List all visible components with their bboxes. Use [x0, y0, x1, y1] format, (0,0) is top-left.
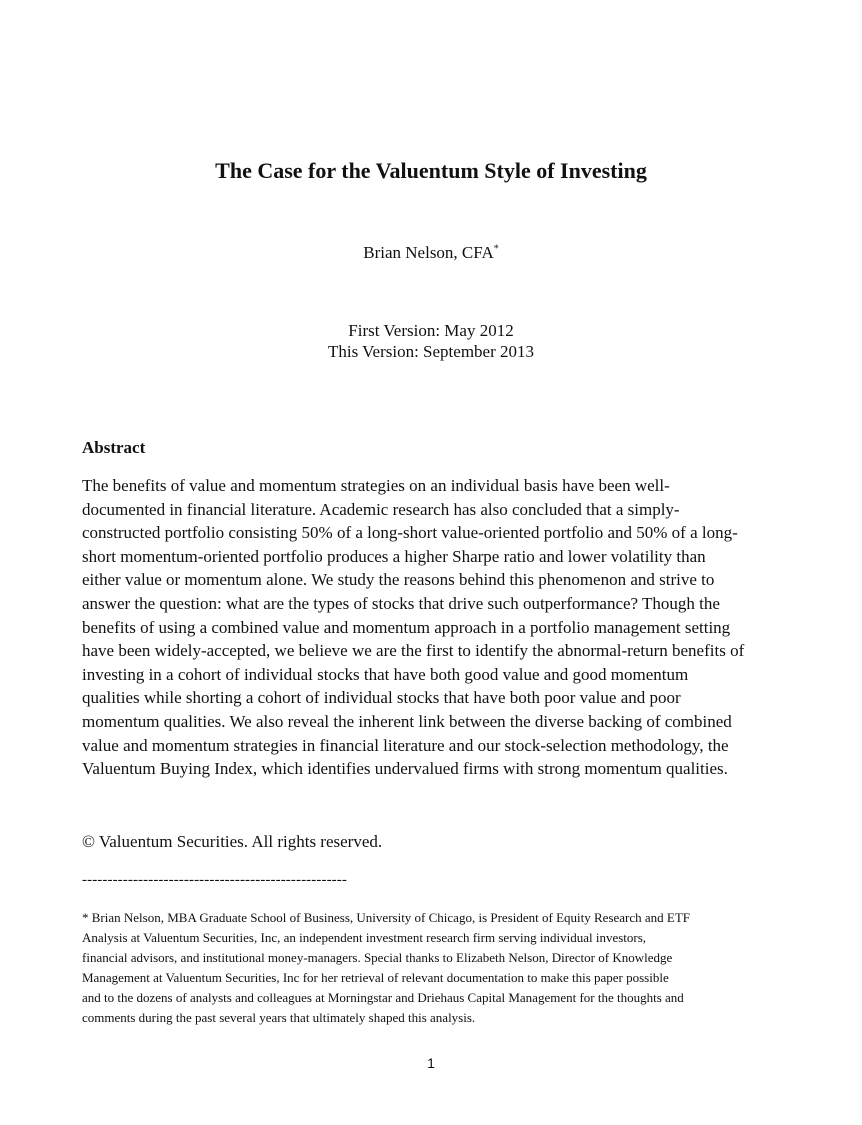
author-line: [0, 243, 862, 263]
abstract-line: investing in a cohort of individual stocks that have both good value and good momentum: [82, 664, 689, 684]
abstract-line: short momentum-oriented portfolio produces a higher Sharpe ratio and lower volatility than: [82, 546, 706, 566]
footnote-line: Analysis at Valuentum Securities, Inc, an independent investment research firm serving individual investors,: [82, 930, 647, 945]
footnote-line: * Brian Nelson, MBA Graduate School of Business, University of Chicago, is President of Equity Research and ETF: [82, 910, 691, 925]
footnote-line: Management at Valuentum Securities, Inc for her retrieval of relevant documentation to make this paper possible: [82, 970, 669, 985]
page-number: 1: [427, 1055, 435, 1071]
abstract-line: answer the question: what are the types of stocks that drive such outperformance? Though the: [82, 593, 720, 613]
author-name: Brian Nelson, CFA: [363, 243, 494, 262]
paper-title: The Case for the Valuentum Style of Investing: [215, 158, 647, 183]
abstract-line: momentum qualities. We also reveal the inherent link between the diverse backing of combined: [82, 711, 732, 731]
abstract-body: [82, 474, 802, 781]
author-footnote: [82, 908, 802, 1028]
current-version: This Version: September 2013: [327, 342, 535, 361]
abstract-line: documented in financial literature. Academic research has also concluded that a simply-: [82, 499, 680, 519]
first-version: First Version: May 2012: [348, 321, 514, 340]
abstract-line: benefits of using a combined value and momentum approach in a portfolio management setting: [82, 617, 731, 637]
abstract-line: have been widely-accepted, we believe we are the first to identify the abnormal-return benefits of: [82, 641, 745, 661]
footnote-line: financial advisors, and institutional money-managers. Special thanks to Elizabeth Nelson, Director of Knowledge: [82, 950, 673, 965]
footnote-line: comments during the past several years that ultimately shaped this analysis.: [82, 1010, 476, 1025]
abstract-line: Valuentum Buying Index, which identifies undervalued firms with strong momentum qualities.: [82, 759, 728, 779]
abstract-line: value and momentum strategies in financial literature and our stock-selection methodology, the: [82, 735, 729, 755]
copyright-notice: © Valuentum Securities. All rights reserved.: [82, 832, 383, 851]
author-footnote-marker: *: [493, 243, 499, 255]
abstract-line: qualities while shorting a cohort of individual stocks that have both poor value and poor: [82, 688, 681, 708]
abstract-line: constructed portfolio consisting 50% of a long-short value-oriented portfolio and 50% of a long-: [82, 523, 738, 543]
abstract-line: either value or momentum alone. We study the reasons behind this phenomenon and strive to: [82, 570, 715, 590]
footnote-line: and to the dozens of analysts and colleagues at Morningstar and Driehaus Capital Management for the thoughts and: [82, 990, 684, 1005]
footnote-separator: ----------------------------------------------------: [82, 872, 347, 888]
abstract-heading: Abstract: [82, 438, 146, 457]
abstract-line: The benefits of value and momentum strategies on an individual basis have been well-: [82, 476, 670, 495]
version-info: [0, 320, 862, 362]
